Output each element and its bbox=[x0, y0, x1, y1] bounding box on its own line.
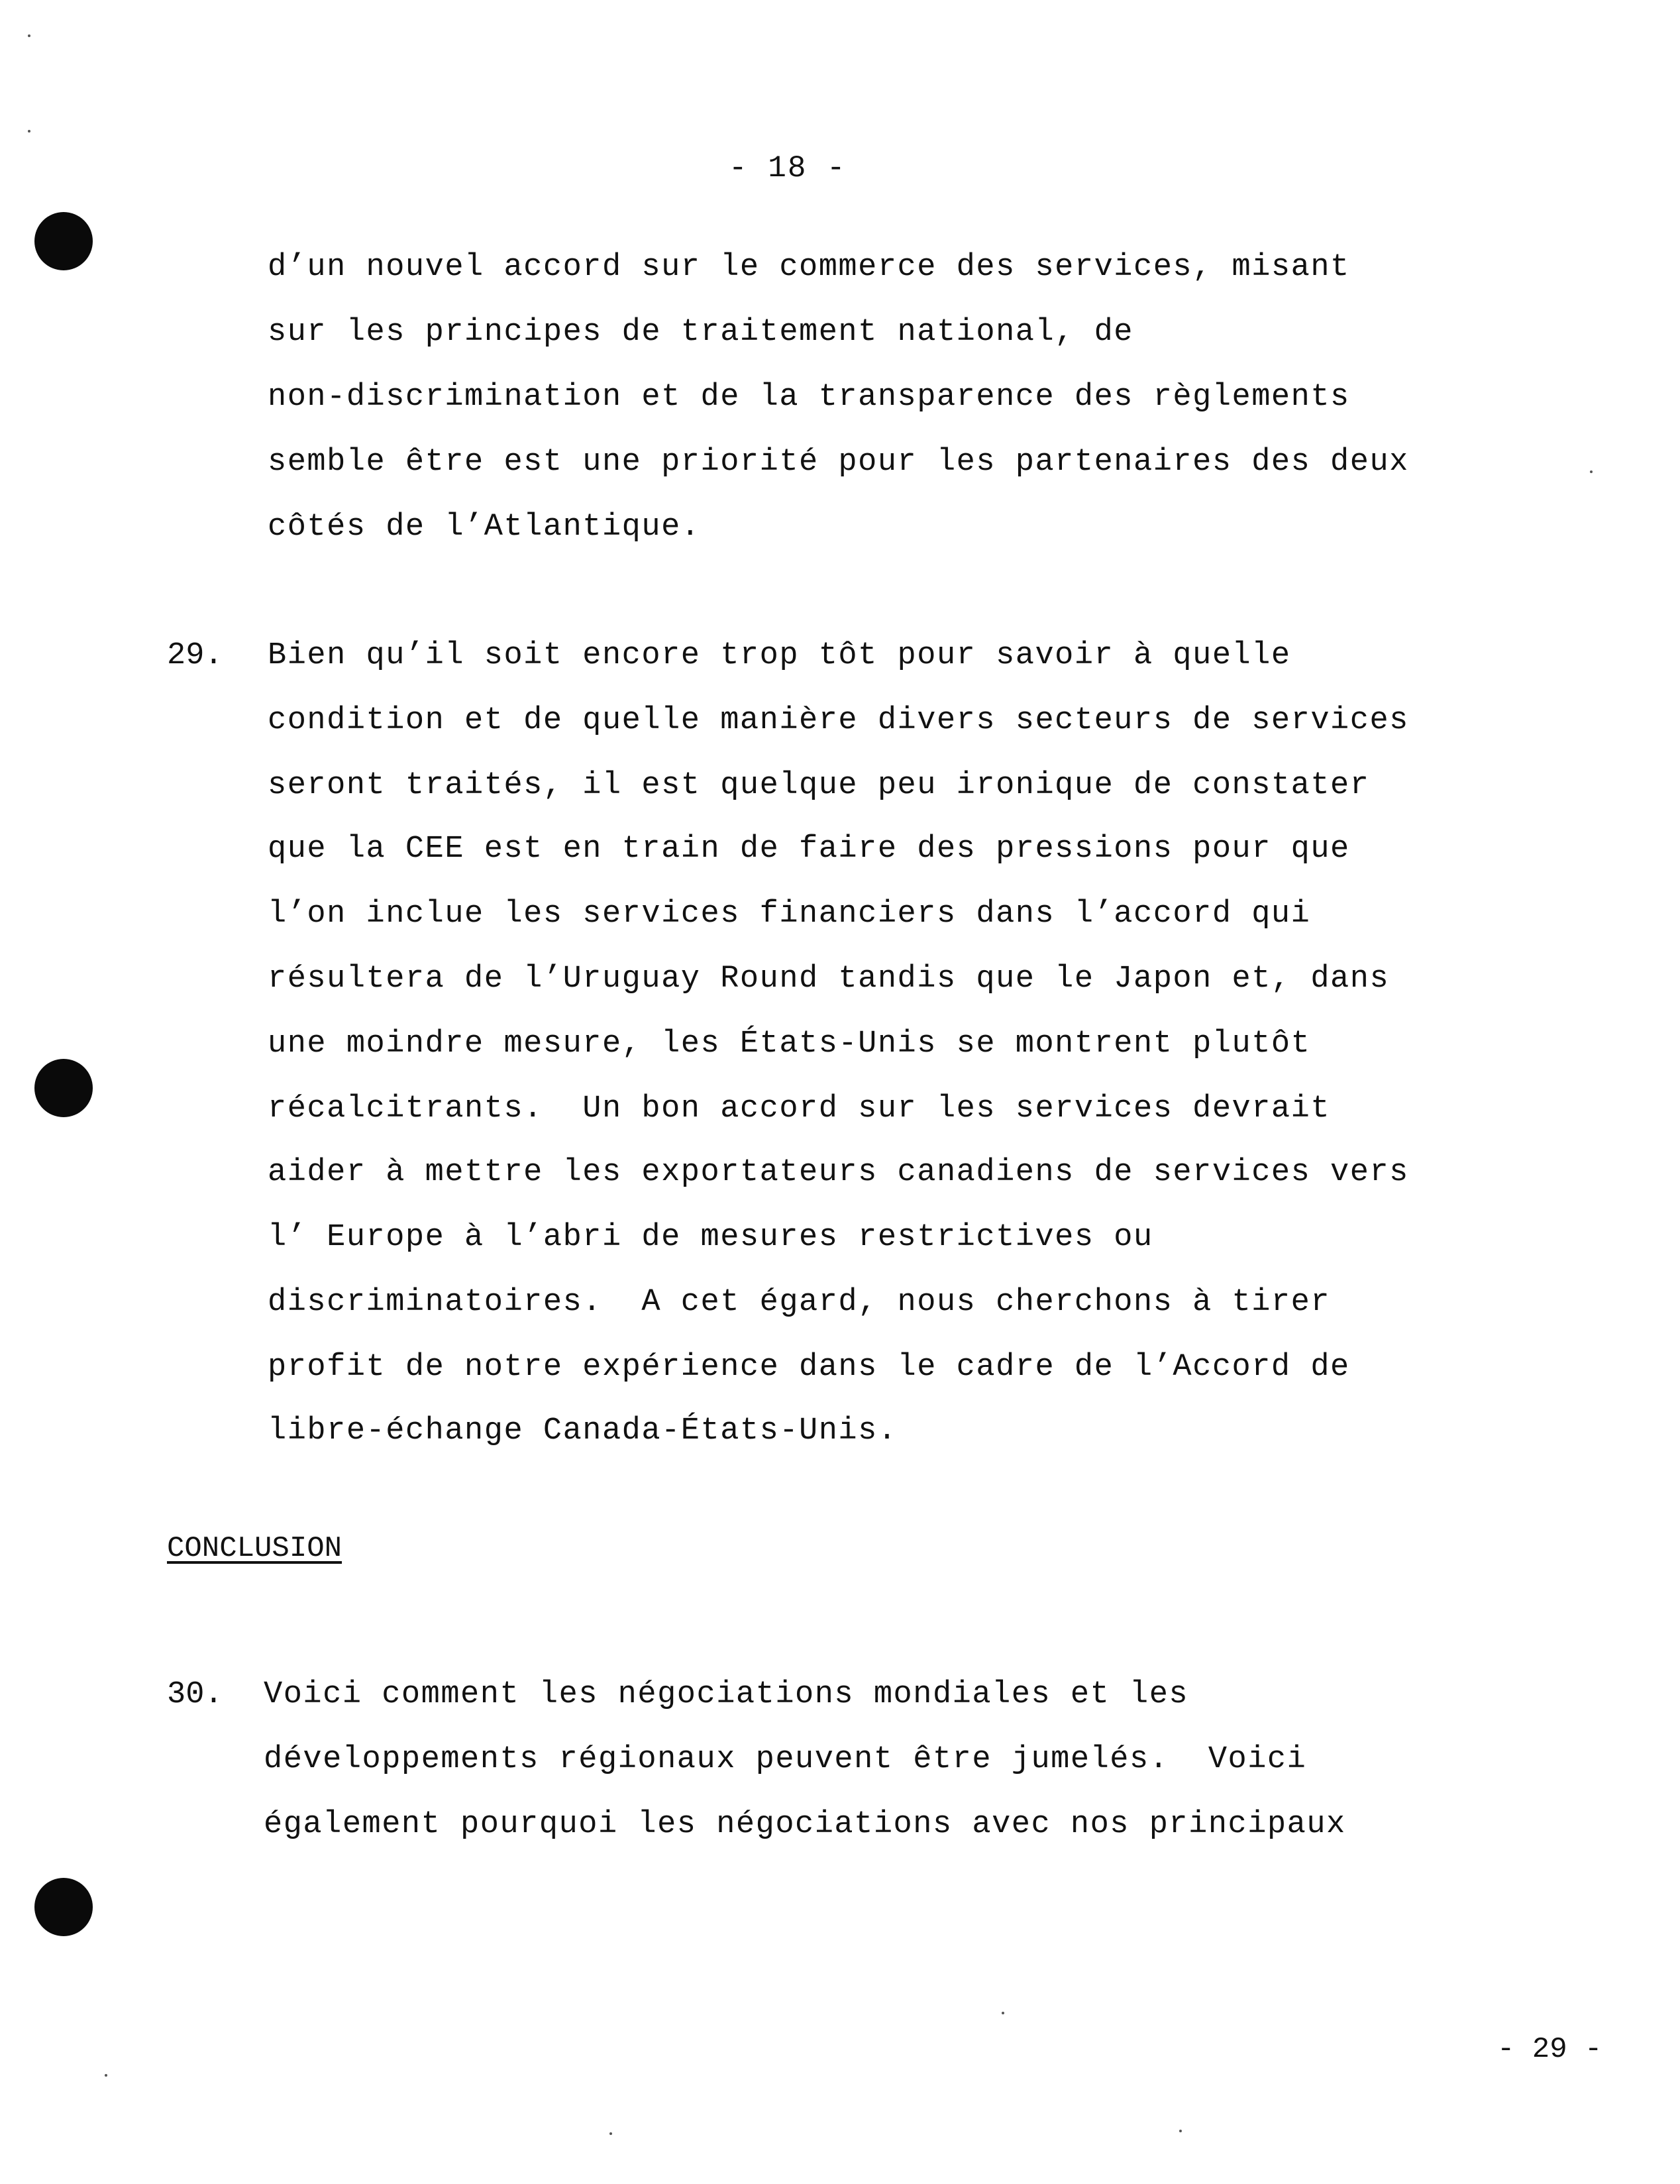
punch-hole-bottom bbox=[34, 1878, 93, 1936]
text-line: une moindre mesure, les États-Unis se montrent plutôt bbox=[268, 1026, 1311, 1062]
section-heading: CONCLUSION bbox=[167, 1532, 342, 1565]
paragraph-number: 30. bbox=[167, 1677, 223, 1712]
text-line: l’ Europe à l’abri de mesures restrictives ou bbox=[268, 1220, 1153, 1255]
scan-speck bbox=[28, 34, 30, 37]
scan-speck bbox=[609, 2132, 612, 2135]
punch-hole-middle bbox=[34, 1059, 93, 1117]
text-line: discriminatoires. A cet égard, nous cherchons à tirer bbox=[268, 1285, 1331, 1320]
text-line: également pourquoi les négociations avec nos principaux bbox=[264, 1807, 1346, 1842]
text-line: récalcitrants. Un bon accord sur les services devrait bbox=[268, 1091, 1331, 1126]
text-line: libre-échange Canada-États-Unis. bbox=[268, 1413, 898, 1448]
text-line: condition et de quelle manière divers secteurs de services bbox=[268, 703, 1409, 738]
text-line: profit de notre expérience dans le cadre de l’Accord de bbox=[268, 1350, 1350, 1385]
text-line: Voici comment les négociations mondiales et les bbox=[264, 1677, 1189, 1712]
scan-speck bbox=[105, 2074, 107, 2077]
text-line: l’on inclue les services financiers dans l’accord qui bbox=[268, 897, 1311, 932]
page-number-footer: - 29 - bbox=[1497, 2033, 1602, 2066]
text-line: sur les principes de traitement national, de bbox=[268, 315, 1134, 350]
text-line: que la CEE est en train de faire des pressions pour que bbox=[268, 832, 1350, 867]
page-number-header: - 18 - bbox=[729, 151, 847, 186]
text-line: non-discrimination et de la transparence des règlements bbox=[268, 380, 1350, 415]
punch-hole-top bbox=[34, 212, 93, 270]
text-line: Bien qu’il soit encore trop tôt pour savoir à quelle bbox=[268, 638, 1291, 673]
text-line: développements régionaux peuvent être jumelés. Voici bbox=[264, 1742, 1307, 1777]
text-line: côtés de l’Atlantique. bbox=[268, 510, 701, 545]
text-line: aider à mettre les exportateurs canadiens de services vers bbox=[268, 1155, 1409, 1190]
text-line: seront traités, il est quelque peu ironique de constater bbox=[268, 768, 1370, 803]
text-line: semble être est une priorité pour les partenaires des deux bbox=[268, 445, 1409, 480]
text-line: d’un nouvel accord sur le commerce des services, misant bbox=[268, 250, 1350, 285]
scan-speck bbox=[28, 130, 30, 133]
scan-speck bbox=[1002, 2012, 1004, 2014]
paragraph-number: 29. bbox=[167, 638, 223, 673]
text-line: résultera de l’Uruguay Round tandis que le Japon et, dans bbox=[268, 961, 1390, 997]
scan-speck bbox=[1179, 2130, 1182, 2132]
scan-speck bbox=[1590, 470, 1593, 473]
